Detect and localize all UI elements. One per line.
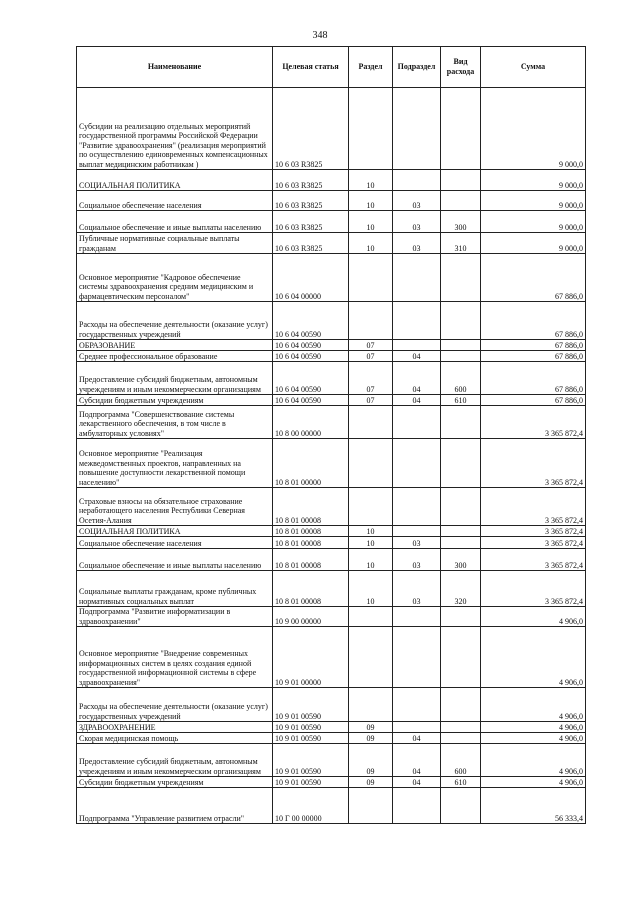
row-amount: 4 906,0 [481, 688, 586, 722]
row-subsection [393, 439, 441, 488]
row-target: 10 6 04 00590 [273, 340, 349, 351]
row-expense-type [441, 351, 481, 362]
row-expense-type [441, 733, 481, 744]
row-section: 10 [349, 526, 393, 537]
row-target: 10 9 01 00590 [273, 688, 349, 722]
row-expense-type [441, 170, 481, 191]
row-target: 10 8 01 00008 [273, 537, 349, 549]
row-subsection: 04 [393, 395, 441, 406]
table-row [77, 488, 586, 526]
row-amount: 9 000,0 [481, 170, 586, 191]
row-subsection: 03 [393, 571, 441, 607]
row-amount: 4 906,0 [481, 627, 586, 688]
row-expense-type [441, 788, 481, 824]
row-amount: 4 906,0 [481, 744, 586, 777]
row-name: Социальные выплаты гражданам, кроме публичных нормативных социальных выплат [77, 571, 273, 607]
row-target: 10 6 04 00590 [273, 351, 349, 362]
row-name: Предоставление субсидий бюджетным, автономным учреждениям и иным некоммерческим организациям [77, 744, 273, 777]
row-section [349, 302, 393, 340]
row-amount: 9 000,0 [481, 211, 586, 233]
table-row [77, 777, 586, 788]
table-row [77, 526, 586, 537]
row-subsection [393, 688, 441, 722]
row-expense-type: 600 [441, 362, 481, 395]
table-row [77, 744, 586, 777]
row-target: 10 9 01 00000 [273, 627, 349, 688]
row-subsection [393, 526, 441, 537]
row-subsection [393, 88, 441, 170]
row-name: Социальное обеспечение и иные выплаты населению [77, 549, 273, 571]
row-expense-type: 610 [441, 395, 481, 406]
row-name: СОЦИАЛЬНАЯ ПОЛИТИКА [77, 170, 273, 191]
row-section [349, 88, 393, 170]
table-row [77, 362, 586, 395]
row-target: 10 9 01 00590 [273, 733, 349, 744]
row-section: 10 [349, 549, 393, 571]
header-name: Наименование [77, 47, 273, 88]
table-row [77, 170, 586, 191]
row-target: 10 9 01 00590 [273, 744, 349, 777]
row-amount: 67 886,0 [481, 254, 586, 302]
row-target: 10 6 04 00590 [273, 395, 349, 406]
table-row [77, 688, 586, 722]
row-subsection [393, 788, 441, 824]
row-section: 09 [349, 733, 393, 744]
row-name: Основное мероприятие "Внедрение современных информационных систем в целях создания единой государственной информационной системы в сфере здравоохранения" [77, 627, 273, 688]
row-amount: 3 365 872,4 [481, 537, 586, 549]
row-name: ОБРАЗОВАНИЕ [77, 340, 273, 351]
row-expense-type [441, 526, 481, 537]
row-target: 10 6 04 00000 [273, 254, 349, 302]
row-section: 10 [349, 233, 393, 254]
row-target: 10 8 00 00000 [273, 406, 349, 439]
row-amount: 67 886,0 [481, 302, 586, 340]
row-amount: 67 886,0 [481, 395, 586, 406]
row-expense-type [441, 439, 481, 488]
header-target: Целевая статья [273, 47, 349, 88]
row-section: 10 [349, 537, 393, 549]
row-amount: 56 333,4 [481, 788, 586, 824]
row-expense-type: 610 [441, 777, 481, 788]
row-target: 10 6 03 R3825 [273, 191, 349, 211]
row-subsection: 04 [393, 744, 441, 777]
row-amount: 4 906,0 [481, 607, 586, 627]
row-subsection: 03 [393, 549, 441, 571]
row-subsection [393, 170, 441, 191]
row-section [349, 627, 393, 688]
budget-table [76, 46, 586, 824]
table-row [77, 302, 586, 340]
row-section: 09 [349, 722, 393, 733]
row-target: 10 6 04 00590 [273, 302, 349, 340]
row-expense-type [441, 302, 481, 340]
row-name: Страховые взносы на обязательное страхование неработающего населения Республики Северная Осетия-Алания [77, 488, 273, 526]
row-subsection: 04 [393, 777, 441, 788]
row-subsection: 03 [393, 211, 441, 233]
row-amount: 3 365 872,4 [481, 439, 586, 488]
table-row [77, 627, 586, 688]
row-section [349, 488, 393, 526]
row-subsection: 04 [393, 362, 441, 395]
row-section [349, 254, 393, 302]
row-subsection: 03 [393, 191, 441, 211]
row-name: Субсидии бюджетным учреждениям [77, 777, 273, 788]
row-subsection [393, 254, 441, 302]
row-target: 10 6 03 R3825 [273, 211, 349, 233]
row-amount: 67 886,0 [481, 362, 586, 395]
row-name: Подпрограмма "Управление развитием отрасли" [77, 788, 273, 824]
row-name: Скорая медицинская помощь [77, 733, 273, 744]
row-name: Социальное обеспечение населения [77, 191, 273, 211]
row-amount: 9 000,0 [481, 233, 586, 254]
row-amount: 3 365 872,4 [481, 549, 586, 571]
row-subsection: 03 [393, 537, 441, 549]
row-amount: 3 365 872,4 [481, 406, 586, 439]
row-target: 10 6 03 R3825 [273, 170, 349, 191]
row-expense-type: 320 [441, 571, 481, 607]
row-section: 07 [349, 351, 393, 362]
row-name: Подпрограмма "Совершенствование системы лекарственного обеспечения, в том числе в амбулаторных условиях" [77, 406, 273, 439]
header-expense-type: Вид расхода [441, 47, 481, 88]
row-section: 10 [349, 170, 393, 191]
row-name: Основное мероприятие "Кадровое обеспечение системы здравоохранения средним медицинским и фармацевтическим персоналом" [77, 254, 273, 302]
table-row [77, 439, 586, 488]
row-target: 10 8 01 00008 [273, 549, 349, 571]
row-target: 10 9 01 00590 [273, 777, 349, 788]
row-subsection [393, 302, 441, 340]
row-target: 10 8 01 00008 [273, 526, 349, 537]
row-amount: 4 906,0 [481, 777, 586, 788]
row-name: Субсидии бюджетным учреждениям [77, 395, 273, 406]
row-expense-type: 300 [441, 211, 481, 233]
row-amount: 3 365 872,4 [481, 488, 586, 526]
row-name: СОЦИАЛЬНАЯ ПОЛИТИКА [77, 526, 273, 537]
row-expense-type [441, 537, 481, 549]
row-section: 10 [349, 191, 393, 211]
row-subsection [393, 722, 441, 733]
row-name: Публичные нормативные социальные выплаты гражданам [77, 233, 273, 254]
row-expense-type [441, 688, 481, 722]
row-name: Субсидии на реализацию отдельных мероприятий государственной программы Российской Федерации "Развитие здравоохранения" (реализация мероприятий по осуществлению единовременных компенсационных выплат медицинским работникам ) [77, 88, 273, 170]
row-section: 10 [349, 571, 393, 607]
row-amount: 9 000,0 [481, 191, 586, 211]
row-name: Расходы на обеспечение деятельности (оказание услуг) государственных учреждений [77, 688, 273, 722]
row-section: 07 [349, 340, 393, 351]
row-expense-type [441, 88, 481, 170]
row-expense-type [441, 607, 481, 627]
table-row [77, 549, 586, 571]
row-expense-type: 310 [441, 233, 481, 254]
row-target: 10 9 01 00590 [273, 722, 349, 733]
row-subsection: 03 [393, 233, 441, 254]
row-name: Среднее профессиональное образование [77, 351, 273, 362]
row-subsection [393, 406, 441, 439]
row-amount: 4 906,0 [481, 733, 586, 744]
header-amount: Сумма [481, 47, 586, 88]
table-row [77, 211, 586, 233]
row-section [349, 406, 393, 439]
row-name: Предоставление субсидий бюджетным, автономным учреждениям и иным некоммерческим организациям [77, 362, 273, 395]
row-subsection [393, 607, 441, 627]
row-subsection [393, 340, 441, 351]
table-row [77, 722, 586, 733]
row-expense-type [441, 627, 481, 688]
row-name: Основное мероприятие "Реализация межведомственных проектов, направленных на повышение доступности лекарственной помощи населению" [77, 439, 273, 488]
table-row [77, 406, 586, 439]
row-section [349, 439, 393, 488]
table-row [77, 88, 586, 170]
row-subsection [393, 627, 441, 688]
row-section: 07 [349, 362, 393, 395]
row-expense-type: 300 [441, 549, 481, 571]
row-subsection [393, 488, 441, 526]
header-section: Раздел [349, 47, 393, 88]
row-target: 10 Г 00 00000 [273, 788, 349, 824]
row-name: Подпрограмма "Развитие информатизации в здравоохранении" [77, 607, 273, 627]
row-expense-type: 600 [441, 744, 481, 777]
row-section: 10 [349, 211, 393, 233]
row-name: Социальное обеспечение и иные выплаты населению [77, 211, 273, 233]
table-row [77, 351, 586, 362]
row-amount: 67 886,0 [481, 340, 586, 351]
table-row [77, 233, 586, 254]
row-section: 09 [349, 777, 393, 788]
row-expense-type [441, 406, 481, 439]
table-row [77, 191, 586, 211]
row-target: 10 6 03 R3825 [273, 88, 349, 170]
row-name: Расходы на обеспечение деятельности (оказание услуг) государственных учреждений [77, 302, 273, 340]
row-expense-type [441, 340, 481, 351]
row-target: 10 6 03 R3825 [273, 233, 349, 254]
row-amount: 3 365 872,4 [481, 526, 586, 537]
row-expense-type [441, 722, 481, 733]
row-target: 10 6 04 00590 [273, 362, 349, 395]
row-target: 10 8 01 00008 [273, 488, 349, 526]
row-section [349, 607, 393, 627]
row-section [349, 788, 393, 824]
row-subsection: 04 [393, 351, 441, 362]
table-row [77, 254, 586, 302]
header-subsection: Подраздел [393, 47, 441, 88]
row-section [349, 688, 393, 722]
row-amount: 4 906,0 [481, 722, 586, 733]
row-expense-type [441, 254, 481, 302]
row-target: 10 8 01 00008 [273, 571, 349, 607]
page-number: 348 [312, 30, 328, 41]
row-section: 09 [349, 744, 393, 777]
table-header-row [77, 47, 586, 88]
row-amount: 3 365 872,4 [481, 571, 586, 607]
table-row [77, 733, 586, 744]
table-row [77, 788, 586, 824]
row-subsection: 04 [393, 733, 441, 744]
row-section: 07 [349, 395, 393, 406]
row-expense-type [441, 191, 481, 211]
row-name: ЗДРАВООХРАНЕНИЕ [77, 722, 273, 733]
table-row [77, 571, 586, 607]
row-name: Социальное обеспечение населения [77, 537, 273, 549]
table-row [77, 607, 586, 627]
row-target: 10 8 01 00000 [273, 439, 349, 488]
table-row [77, 340, 586, 351]
row-target: 10 9 00 00000 [273, 607, 349, 627]
row-expense-type [441, 488, 481, 526]
table-row [77, 395, 586, 406]
row-amount: 67 886,0 [481, 351, 586, 362]
table-row [77, 537, 586, 549]
row-amount: 9 000,0 [481, 88, 586, 170]
